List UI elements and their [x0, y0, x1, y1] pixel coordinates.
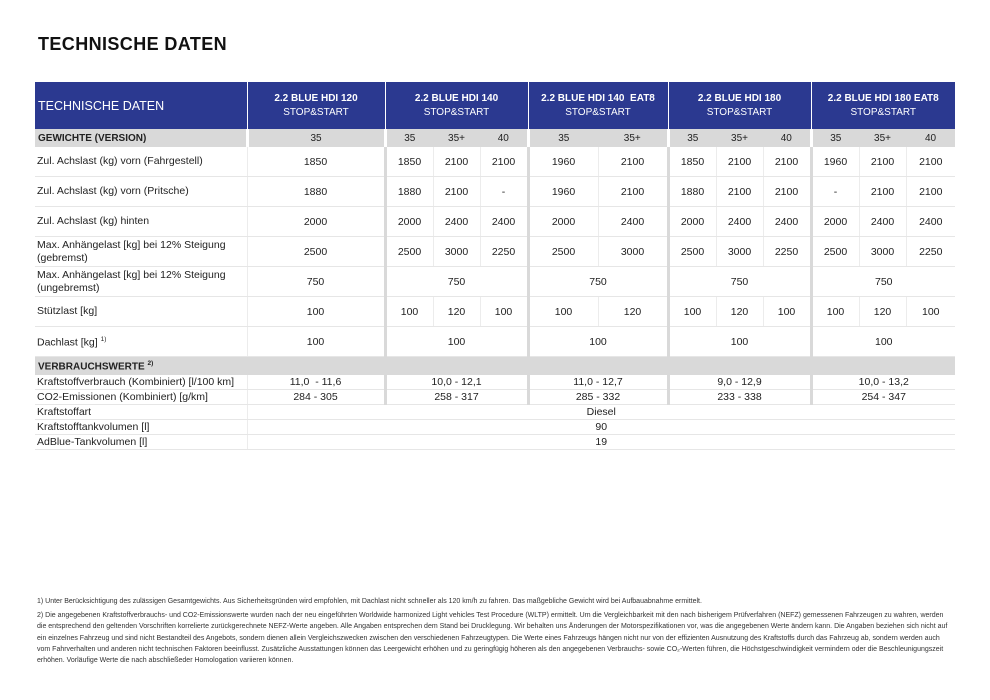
table-cell: 2100	[763, 177, 811, 207]
table-cell: 100	[811, 297, 859, 327]
consumption-section-label	[35, 357, 955, 376]
table-row	[35, 327, 955, 357]
table-cell: 2000	[247, 207, 385, 237]
table-cell: 120	[859, 297, 906, 327]
table-cell: 3000	[716, 237, 763, 267]
table-cell: 3000	[433, 237, 480, 267]
table-cell: 2000	[528, 207, 598, 237]
table-row	[35, 207, 955, 237]
table-row	[35, 297, 955, 327]
table-cell: 750	[528, 267, 668, 297]
engine-name: 2.2 BLUE HDI 180	[697, 92, 782, 104]
table-cell: 3000	[598, 237, 668, 267]
table-cell: 100	[528, 297, 598, 327]
footnote-2: 2) Die angegebenen Kraftstoffverbrauchs- und CO2-Emissionswerte wurden nach der neu eingeführten Worldwide harmonized Light vehicles Test Procedure (WLTP) ermittelt. Um die Vergleichbarkeit mit den nach bisherigem Prüfverfahren (NEFZ) gemessenen Fahrzeugen zu wahren, werden die entsprechend den geltenden Vorschriften korrelierte zurückgerechnete NEFZ-Werte angeben. Alle Angaben entsprechen dem Stand bei Drucklegung. Wir behalten uns Änderungen der Motorspezifikationen vor, was die angegebenen Werte ändern kann. Die Angaben beziehen sich nicht auf ein einzelnes Fahrzeug und sind nicht Bestandteil des Angebots, sondern dienen allein Vergleichszwecken zwischen den verschiedenen Fahrzeugtypen. Die Werte eines Fahrzeugs hängen nicht nur von der effizienten Ausnutzung des Kraftstoffs durch das Fahrzeug ab, sondern werden auch vom Fahrverhalten und anderen nicht technischen Faktoren beeinflusst. Zusätzliche Ausstattungen können das Leergewicht erhöhen und zu geringfügig höheren als den angegebenen Verbrauchs- sowie CO₂-Werten führen, die Höchstgeschwindigkeit vermindern oder die Beschleunigungszeit erhöhen. Vorläufige Werte die nach abschließeder Homologation variieren können.	[37, 612, 948, 665]
engine-sub: STOP&START	[565, 106, 631, 118]
table-cell: 1850	[385, 147, 433, 177]
table-cell: 2100	[859, 147, 906, 177]
table-cell: 2100	[480, 147, 528, 177]
table-row	[35, 177, 955, 207]
table-cell: 2100	[433, 177, 480, 207]
table-cell: 100	[247, 297, 385, 327]
version-cell: 35+	[598, 129, 668, 147]
table-cell: 750	[811, 267, 955, 297]
table-row	[35, 435, 955, 450]
row-label: Kraftstofftankvolumen [l]	[35, 420, 247, 435]
row-label: Max. Anhängelast [kg] bei 12% Steigung (ungebremst)	[35, 267, 247, 297]
table-cell: -	[811, 177, 859, 207]
table-row	[35, 420, 955, 435]
table-cell: 2250	[480, 237, 528, 267]
table-cell: 100	[763, 297, 811, 327]
row-label: Stützlast [kg]	[35, 297, 247, 327]
table-row	[35, 375, 955, 390]
row-label: Kraftstoffverbrauch (Kombiniert) [l/100 km]	[35, 375, 247, 390]
table-cell: 2000	[668, 207, 716, 237]
consumption-section-row	[35, 357, 955, 376]
row-label: Max. Anhängelast [kg] bei 12% Steigung (gebremst)	[35, 237, 247, 267]
footnote-ref: 1)	[100, 336, 107, 344]
table-cell: 1960	[811, 147, 859, 177]
version-cell: 35	[668, 129, 716, 147]
table-cell: 1960	[528, 177, 598, 207]
version-cell: 35	[528, 129, 598, 147]
table-cell: 1850	[668, 147, 716, 177]
footnotes	[37, 596, 953, 666]
table-cell: 254 - 347	[811, 390, 955, 405]
table-row	[35, 405, 955, 420]
table-cell: 2100	[763, 147, 811, 177]
engine-sub: STOP&START	[706, 106, 773, 118]
table-cell: 19	[247, 435, 955, 450]
engine-name: 2.2 BLUE HDI 180 EAT8	[827, 92, 939, 104]
table-cell: 100	[668, 297, 716, 327]
table-cell: 2400	[763, 207, 811, 237]
table-cell: 120	[433, 297, 480, 327]
version-cell: 35+	[433, 129, 480, 147]
table-row	[35, 147, 955, 177]
weights-section-label: GEWICHTE (VERSION)	[35, 129, 247, 147]
table-cell: 2000	[811, 207, 859, 237]
table-cell: 10,0 - 13,2	[811, 375, 955, 390]
table-cell: 11,0 - 11,6	[247, 375, 385, 390]
table-cell: 1880	[385, 177, 433, 207]
row-label-text: Dachlast [kg]	[37, 336, 98, 349]
version-cell: 40	[763, 129, 811, 147]
row-label: Zul. Achslast (kg) vorn (Pritsche)	[35, 177, 247, 207]
table-cell: 2500	[668, 237, 716, 267]
table-cell: 100	[906, 297, 955, 327]
engine-name: 2.2 BLUE HDI 140	[414, 92, 499, 104]
table-cell: Diesel	[247, 405, 955, 420]
table-cell: 120	[598, 297, 668, 327]
table-cell: 1960	[528, 147, 598, 177]
table-cell: 11,0 - 12,7	[528, 375, 668, 390]
engine-sub: STOP&START	[423, 106, 490, 118]
table-cell: 10,0 - 12,1	[385, 375, 528, 390]
weights-section-row	[35, 129, 955, 147]
table-cell: 2100	[906, 177, 955, 207]
spec-table	[35, 82, 955, 450]
engine-sub: STOP&START	[283, 106, 349, 118]
table-cell: 100	[668, 327, 811, 357]
row-label: AdBlue-Tankvolumen [l]	[35, 435, 247, 450]
table-cell: 750	[247, 267, 385, 297]
table-cell: 2250	[763, 237, 811, 267]
table-cell: 90	[247, 420, 955, 435]
table-cell: 2100	[433, 147, 480, 177]
engine-header	[668, 82, 811, 129]
table-cell: 2400	[433, 207, 480, 237]
engine-header	[385, 82, 528, 129]
table-cell: 2400	[906, 207, 955, 237]
table-cell: 2100	[598, 177, 668, 207]
engine-sub: STOP&START	[850, 106, 917, 118]
table-cell: 2400	[716, 207, 763, 237]
engine-name: 2.2 BLUE HDI 140 EAT8	[541, 92, 655, 104]
header-label: TECHNISCHE DATEN	[35, 82, 247, 129]
table-cell: 2000	[385, 207, 433, 237]
footnote-ref: 2)	[147, 359, 154, 367]
engine-header	[247, 82, 385, 129]
table-cell: -	[480, 177, 528, 207]
engine-header	[528, 82, 668, 129]
table-cell: 100	[247, 327, 385, 357]
table-cell: 233 - 338	[668, 390, 811, 405]
row-label: Zul. Achslast (kg) vorn (Fahrgestell)	[35, 147, 247, 177]
table-cell: 2100	[716, 147, 763, 177]
version-cell: 35	[247, 129, 385, 147]
table-cell: 100	[811, 327, 955, 357]
table-cell: 3000	[859, 237, 906, 267]
table-cell: 285 - 332	[528, 390, 668, 405]
table-cell: 750	[668, 267, 811, 297]
version-cell: 35+	[716, 129, 763, 147]
table-row	[35, 237, 955, 267]
table-cell: 2100	[859, 177, 906, 207]
table-cell: 2500	[811, 237, 859, 267]
table-cell: 2100	[906, 147, 955, 177]
table-cell: 1880	[247, 177, 385, 207]
table-cell: 750	[385, 267, 528, 297]
version-cell: 40	[906, 129, 955, 147]
table-cell: 1850	[247, 147, 385, 177]
table-cell: 284 - 305	[247, 390, 385, 405]
table-cell: 2250	[906, 237, 955, 267]
version-cell: 40	[480, 129, 528, 147]
table-cell: 2500	[385, 237, 433, 267]
table-header	[35, 82, 955, 129]
version-cell: 35	[385, 129, 433, 147]
table-cell: 2500	[528, 237, 598, 267]
version-cell: 35	[811, 129, 859, 147]
engine-header	[811, 82, 955, 129]
row-label: CO2-Emissionen (Kombiniert) [g/km]	[35, 390, 247, 405]
footnote-1: 1) Unter Berücksichtigung des zulässigen Gesamtgewichts. Aus Sicherheitsgründen wird empfohlen, mit Dachlast nicht schneller als 120 km/h zu fahren. Das maßgebliche Gewicht wird bei Aufbauabnahme ermittelt.	[37, 598, 702, 605]
table-row	[35, 390, 955, 405]
table-cell: 2400	[480, 207, 528, 237]
row-label: Kraftstoffart	[35, 405, 247, 420]
table-cell: 120	[716, 297, 763, 327]
table-cell: 100	[385, 297, 433, 327]
row-label: Zul. Achslast (kg) hinten	[35, 207, 247, 237]
table-cell: 2100	[598, 147, 668, 177]
row-label	[35, 327, 247, 357]
table-cell: 100	[480, 297, 528, 327]
table-cell: 2500	[247, 237, 385, 267]
engine-name: 2.2 BLUE HDI 120	[274, 92, 358, 104]
table-cell: 2100	[716, 177, 763, 207]
table-cell: 100	[528, 327, 668, 357]
consumption-section-text: VERBRAUCHSWERTE	[38, 361, 145, 373]
version-cell: 35+	[859, 129, 906, 147]
table-cell: 9,0 - 12,9	[668, 375, 811, 390]
table-cell: 100	[385, 327, 528, 357]
table-cell: 2400	[859, 207, 906, 237]
table-cell: 1880	[668, 177, 716, 207]
page-title: TECHNISCHE DATEN	[38, 34, 228, 54]
table-cell: 258 - 317	[385, 390, 528, 405]
table-row	[35, 267, 955, 297]
table-cell: 2400	[598, 207, 668, 237]
